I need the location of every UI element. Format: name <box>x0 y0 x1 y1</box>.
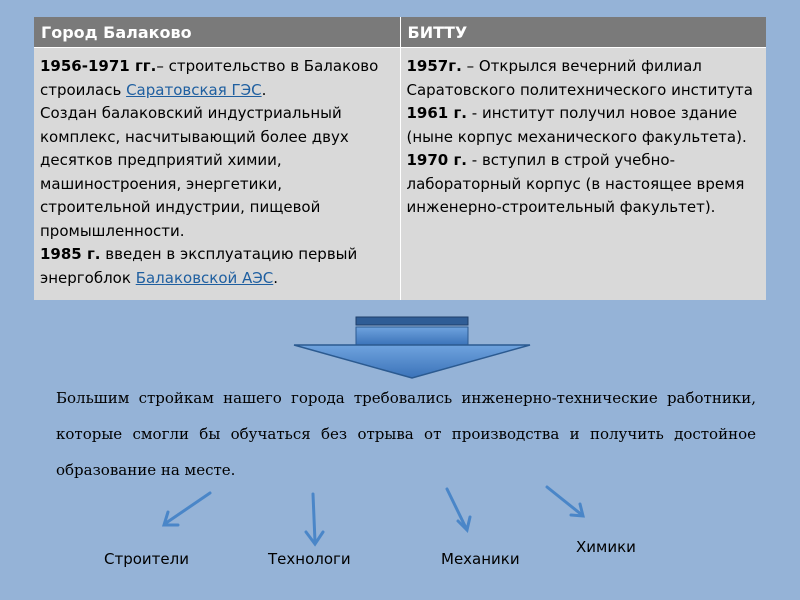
intro-paragraph: Большим стройкам нашего города требовались инженерно-технические работники, которые смогли бы обучаться без отрыва от производства и получить достойное образование на месте. <box>56 389 756 479</box>
arrow-to-mechanics-icon <box>447 489 470 530</box>
year-label: 1985 г. <box>40 245 101 263</box>
down-arrow-icon <box>294 317 530 378</box>
year-label: 1970 г. <box>406 151 468 169</box>
year-label: 1957г. <box>406 57 462 75</box>
event-text-end: . <box>273 268 279 287</box>
label-mechanics: Механики <box>441 550 520 568</box>
header-city: Город Балаково <box>34 17 400 48</box>
link-saratov-ges[interactable]: Саратовская ГЭС <box>126 80 262 99</box>
arrow-to-chemists-icon <box>547 487 583 516</box>
event-text: – Открылся вечерний филиал Саратовского политехнического института <box>406 57 753 99</box>
event-text: введен в эксплуатацию первый энергоблок <box>40 245 358 287</box>
event-text: – строительство в Балаково строилась <box>40 57 379 99</box>
label-builders: Строители <box>104 550 189 568</box>
year-label: 1956-1971 гг. <box>40 57 157 75</box>
label-technologists: Технологи <box>268 550 351 568</box>
link-balakovo-aes[interactable]: Балаковской АЭС <box>135 268 274 287</box>
event-text: - институт получил новое здание (ныне корпус механического факультета). <box>406 104 747 146</box>
label-chemists: Химики <box>576 538 636 556</box>
arrow-to-builders-icon <box>164 493 210 525</box>
arrow-to-technologists-icon <box>306 494 323 544</box>
city-industrial-complex: Создан балаковский индустриальный комплекс, насчитывающий более двух десятков предприятий химии, машиностроения, энергетики, строительной индустрии, пищевой промышленности. <box>40 104 349 240</box>
header-bittu: БИТТУ <box>400 17 766 48</box>
event-text: - вступил в строй учебно-лабораторный корпус (в настоящее время инженерно-строительный факультет). <box>406 151 745 216</box>
event-text-end: . <box>261 80 267 99</box>
year-label: 1961 г. <box>406 104 468 122</box>
